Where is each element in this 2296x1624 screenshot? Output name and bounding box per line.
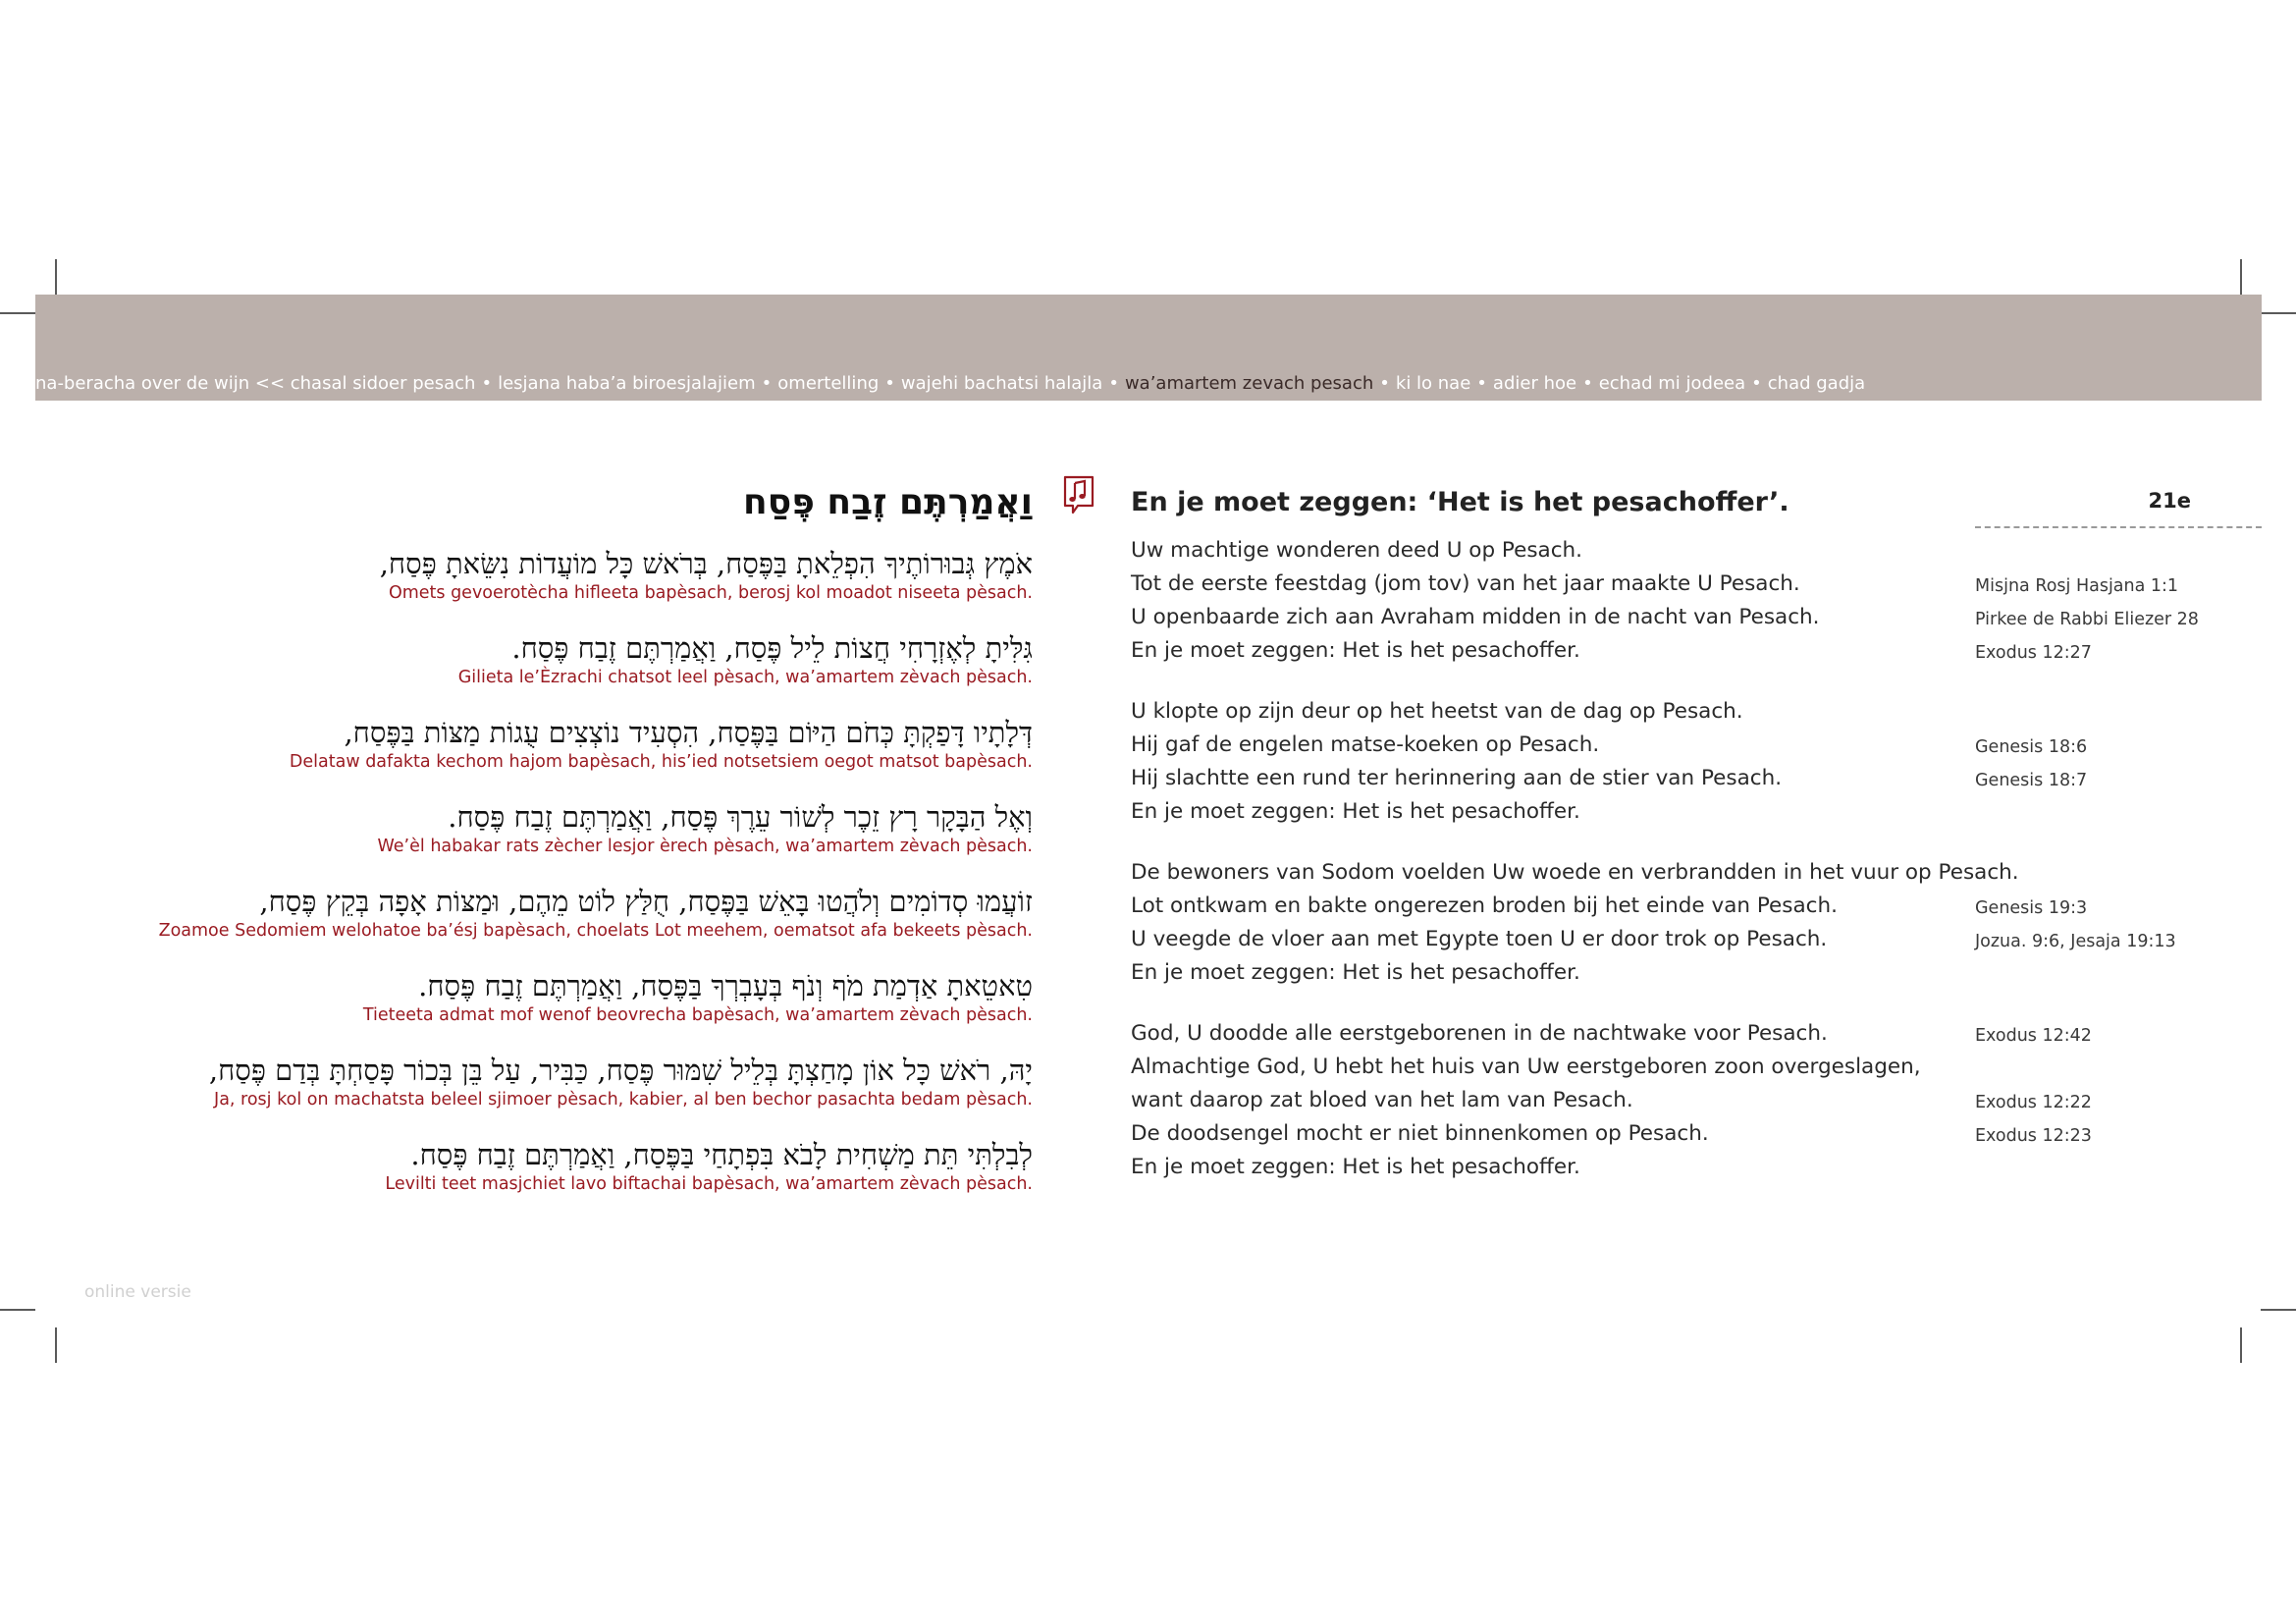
- verse-transliteration: Omets gevoerotècha hifleeta bapèsach, berosj kol moadot niseeta pèsach.: [388, 583, 1033, 603]
- stanza: [1131, 1017, 2262, 1184]
- source-reference: Exodus 12:22: [1975, 1093, 2092, 1112]
- crop-mark: [0, 312, 35, 314]
- verse-transliteration: Ja, rosj kol on machatsta beleel sjimoer pèsach, kabier, al ben bechor pasachta bedam pèsach.: [214, 1090, 1033, 1110]
- line-text: Lot ontkwam en bakte ongerezen broden bij het einde van Pesach.: [1131, 893, 1838, 918]
- crop-mark: [2261, 312, 2296, 314]
- verse: [108, 1053, 1033, 1111]
- footer-note: online versie: [84, 1282, 191, 1302]
- line-text: U klopte op zijn deur op het heetst van de dag op Pesach.: [1131, 699, 1743, 724]
- stanza-line: [1131, 1017, 2262, 1051]
- verse: [108, 630, 1033, 689]
- line-text: En je moet zeggen: Het is het pesachoffer.: [1131, 799, 1580, 824]
- stanza-line: [1131, 1051, 2262, 1084]
- verse-hebrew: אֹמֶץ גְּבוּרוֹתֶיךָ הִפְלֵאתָ בַּפֶּסַח, בְּרֹאשׁ כָּל מוֹעֲדוֹת נִשֵּׂאתָ פֶּסַח,: [379, 547, 1033, 580]
- verse-transliteration: Levilti teet masjchiet lavo biftachai bapèsach, wa’amartem zèvach pèsach.: [385, 1174, 1033, 1194]
- stanza-list: [1131, 534, 2262, 1184]
- stanza-line: [1131, 890, 2262, 923]
- verse-transliteration: Delataw dafakta kechom hajom bapèsach, his’ied notsetsiem oegot matsot bapèsach.: [289, 752, 1033, 772]
- nav-item[interactable]: adier hoe: [1492, 373, 1577, 394]
- stanza-line: [1131, 534, 2262, 568]
- verse-hebrew: גִּלִּיתָ לְאֶזְרָחִי חֲצוֹת לֵיל פֶּסַח, וַאֲמַרְתֶּם זֶבַח פֶּסַח.: [511, 631, 1033, 665]
- stanza: [1131, 534, 2262, 668]
- nav-separator: •: [1108, 373, 1119, 394]
- verse-hebrew: טִאטֵאתָ אַדְמַת מֹף וְנֹף בְּעָבְרְךָ בַּפֶּסַח, וַאֲמַרְתֶּם זֶבַח פֶּסַח.: [418, 969, 1033, 1002]
- stanza-line: [1131, 695, 2262, 729]
- stanza-line: [1131, 1084, 2262, 1117]
- nav-item[interactable]: lesjana haba’a biroesjalajiem: [498, 373, 756, 394]
- verse-hebrew: יָהּ, רֹאשׁ כָּל אוֹן מָחַצְתָּ בְּלֵיל שִׁמּוּר פֶּסַח, כַּבִּיר, עַל בֵּן בְּכוֹר פָּסַחְתָּ בְּדַם פֶּסַח,: [208, 1054, 1033, 1087]
- line-text: En je moet zeggen: Het is het pesachoffer.: [1131, 960, 1580, 985]
- nav-separator: •: [761, 373, 773, 394]
- nav-item[interactable]: ki lo nae: [1395, 373, 1471, 394]
- line-text: De bewoners van Sodom voelden Uw woede en verbrandden in het vuur op Pesach.: [1131, 860, 2019, 885]
- stanza-line: [1131, 634, 2262, 668]
- verse: [108, 546, 1033, 605]
- nav-separator: •: [481, 373, 493, 394]
- line-text: Tot de eerste feestdag (jom tov) van het jaar maakte U Pesach.: [1131, 571, 1800, 596]
- line-text: En je moet zeggen: Het is het pesachoffer.: [1131, 638, 1580, 663]
- verse-transliteration: Gilieta le’Èzrachi chatsot leel pèsach, wa’amartem zèvach pèsach.: [457, 668, 1033, 687]
- stanza-line: [1131, 923, 2262, 956]
- line-text: Hij gaf de engelen matse-koeken op Pesach.: [1131, 732, 1600, 757]
- crop-mark: [0, 1309, 35, 1311]
- verse: [108, 884, 1033, 943]
- stanza-line: [1131, 762, 2262, 795]
- verse-hebrew: לְבִלְתִּי תֵּת מַשְׁחִית לָבֹא בִּפְתָחַי בַּפֶּסַח, וַאֲמַרְתֶּם זֶבַח פֶּסַח.: [410, 1138, 1033, 1171]
- stanza-line: [1131, 568, 2262, 601]
- crop-mark: [2240, 259, 2242, 295]
- verse: [108, 1137, 1033, 1196]
- section-navigation-band: [35, 295, 2262, 401]
- nav-separator: •: [1582, 373, 1593, 394]
- breadcrumb: [35, 373, 1865, 394]
- stanza-line: [1131, 956, 2262, 990]
- nav-item-current[interactable]: wa’amartem zevach pesach: [1124, 373, 1374, 394]
- line-text: De doodsengel mocht er niet binnenkomen op Pesach.: [1131, 1121, 1709, 1146]
- dutch-title: En je moet zeggen: ‘Het is het pesachoffer’.: [1131, 487, 1789, 517]
- verse-hebrew: וְאֶל הַבָּקָר רָץ זֵכֶר לְשׁוֹר עֵרֶךְ פֶּסַח, וַאֲמַרְתֶּם זֶבַח פֶּסַח.: [448, 800, 1033, 834]
- line-text: U openbaarde zich aan Avraham midden in de nacht van Pesach.: [1131, 605, 1820, 629]
- page-number: 21e: [2148, 489, 2191, 513]
- stanza-line: [1131, 1151, 2262, 1184]
- stanza-line: [1131, 729, 2262, 762]
- crop-mark: [2240, 1327, 2242, 1363]
- dutch-column: [1131, 483, 2262, 1212]
- line-text: Almachtige God, U hebt het huis van Uw eerstgeboren zoon overgeslagen,: [1131, 1055, 1921, 1079]
- source-reference: Pirkee de Rabbi Eliezer 28: [1975, 610, 2199, 629]
- nav-item[interactable]: wajehi bachatsi halajla: [900, 373, 1103, 394]
- source-reference: Exodus 12:23: [1975, 1126, 2092, 1146]
- stanza-line: [1131, 1117, 2262, 1151]
- verse: [108, 715, 1033, 774]
- nav-item[interactable]: echad mi jodeea: [1598, 373, 1746, 394]
- crop-mark: [2261, 1309, 2296, 1311]
- source-reference: Genesis 19:3: [1975, 898, 2088, 918]
- source-reference: Jozua. 9:6, Jesaja 19:13: [1975, 932, 2176, 951]
- verse: [108, 968, 1033, 1027]
- source-reference: Genesis 18:6: [1975, 737, 2088, 757]
- hebrew-title: וַאֲמַרְתֶּם זֶבַח פֶּסַח: [743, 482, 1033, 522]
- nav-separator: •: [1751, 373, 1762, 394]
- line-text: Hij slachtte een rund ter herinnering aan de stier van Pesach.: [1131, 766, 1783, 790]
- stanza: [1131, 856, 2262, 990]
- source-reference: Exodus 12:42: [1975, 1026, 2092, 1046]
- source-reference: Genesis 18:7: [1975, 771, 2088, 790]
- verse-hebrew: זוֹעֲמוּ סְדוֹמִים וְלֹהֲטוּ בָּאֵשׁ בַּפֶּסַח, חֻלַּץ לוֹט מֵהֶם, וּמַצּוֹת אָפָה בְּקֵץ פֶּסַח,: [259, 885, 1033, 918]
- verse: [108, 799, 1033, 858]
- stanza-line: [1131, 601, 2262, 634]
- crop-mark: [55, 259, 57, 295]
- verse-transliteration: Tieteeta admat mof wenof beovrecha bapèsach, wa’amartem zèvach pèsach.: [362, 1005, 1033, 1025]
- line-text: U veegde de vloer aan met Egypte toen U er door trok op Pesach.: [1131, 927, 1828, 951]
- verse-list: [108, 546, 1033, 1196]
- line-text: En je moet zeggen: Het is het pesachoffer.: [1131, 1155, 1580, 1179]
- stanza-line: [1131, 795, 2262, 829]
- nav-separator: •: [1476, 373, 1487, 394]
- line-text: God, U doodde alle eerstgeborenen in de nachtwake voor Pesach.: [1131, 1021, 1828, 1046]
- nav-separator: •: [1379, 373, 1390, 394]
- nav-item[interactable]: na-beracha over de wijn << chasal sidoer pesach: [35, 373, 476, 394]
- line-text: want daarop zat bloed van het lam van Pesach.: [1131, 1088, 1633, 1112]
- source-reference: Exodus 12:27: [1975, 643, 2092, 663]
- stanza-line: [1131, 856, 2262, 890]
- hebrew-column: [108, 481, 1033, 1221]
- verse-transliteration: We’èl habakar rats zècher lesjor èrech pèsach, wa’amartem zèvach pèsach.: [377, 837, 1033, 856]
- nav-item[interactable]: chad gadja: [1767, 373, 1866, 394]
- nav-item[interactable]: omertelling: [777, 373, 880, 394]
- dashed-divider: [1975, 526, 2262, 528]
- line-text: Uw machtige wonderen deed U op Pesach.: [1131, 538, 1583, 563]
- crop-mark: [55, 1327, 57, 1363]
- music-note-icon: [1062, 474, 1095, 515]
- verse-transliteration: Zoamoe Sedomiem welohatoe ba’ésj bapèsach, choelats Lot meehem, oematsot afa bekeets pèsach.: [158, 921, 1033, 941]
- stanza: [1131, 695, 2262, 829]
- nav-separator: •: [884, 373, 895, 394]
- source-reference: Misjna Rosj Hasjana 1:1: [1975, 576, 2179, 596]
- verse-hebrew: דְּלָתָיו דָּפַקְתָּ כְּחֹם הַיּוֹם בַּפֶּסַח, הִסְעִיד נוֹצְצִים עֻגוֹת מַצּוֹת בַּפֶּסַח,: [344, 716, 1033, 749]
